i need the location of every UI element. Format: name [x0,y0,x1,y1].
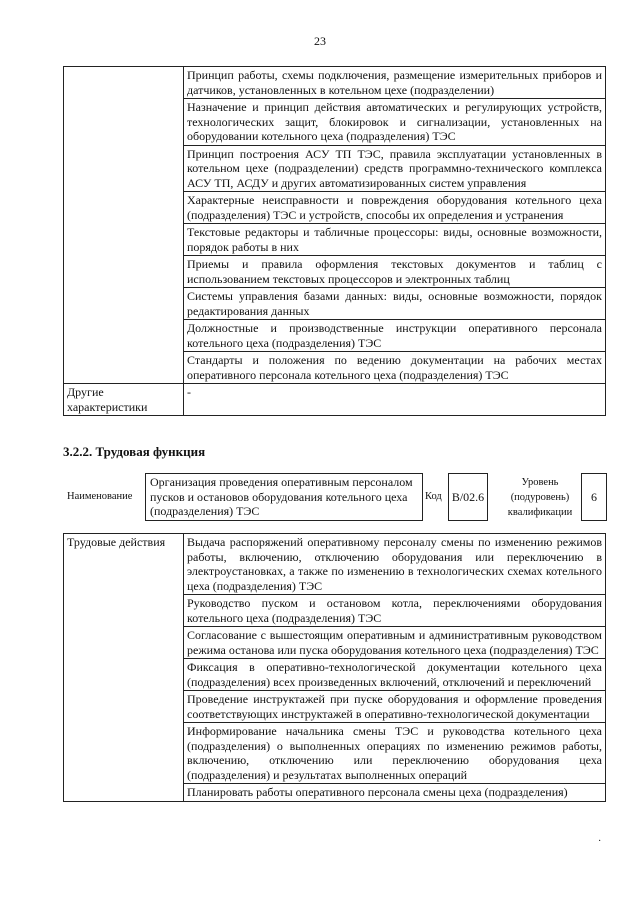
corner-mark: · [598,836,602,847]
qualification-row [63,473,608,525]
name-value: Организация проведения оперативным персоналом пусков и остановов оборудования котельного цеха (подразделения) ТЭС [145,473,423,521]
level-value: 6 [581,473,607,521]
knowledge-item: Текстовые редакторы и табличные процессоры: виды, основные возможности, порядок работы в них [184,224,606,256]
action-item: Проведение инструктажей при пуске оборудования и оформление проведения соответствующих инструктажей в оперативно-технологической документации [184,691,606,723]
table-cell-empty [64,67,184,384]
action-item: Руководство пуском и остановом котла, переключениями оборудования котельного цеха (подразделения) ТЭС [184,595,606,627]
code-value: B/02.6 [448,473,488,521]
name-label: Наименование [67,491,133,502]
knowledge-item: Принцип работы, схемы подключения, размещение измерительных приборов и датчиков, установленных в котельном цехе (подразделении) [184,67,606,99]
knowledge-item: Стандарты и положения по ведению документации на рабочих местах оперативного персонала котельного цеха (подразделения) ТЭС [184,352,606,384]
section-heading: 3.2.2. Трудовая функция [63,444,206,459]
action-item: Планировать работы оперативного персонала смены цеха (подразделения) [184,784,606,802]
knowledge-item: Системы управления базами данных: виды, основные возможности, порядок редактирования данных [184,288,606,320]
code-label: Код [425,491,442,502]
action-item: Согласование с вышестоящим оперативным и административным руководством режима останова или пуска оборудования котельного цеха (подразделения) ТЭС [184,627,606,659]
knowledge-item: Характерные неисправности и повреждения оборудования котельного цеха (подразделения) ТЭС и устройств, способы их определения и устранения [184,192,606,224]
actions-table [63,533,606,802]
knowledge-item: Приемы и правила оформления текстовых документов и таблиц с использованием текстовых процессоров и электронных таблиц [184,256,606,288]
level-label: Уровень (подуровень) квалификации [507,477,573,518]
knowledge-item: Должностные и производственные инструкции оперативного персонала котельного цеха (подразделения) ТЭС [184,320,606,352]
knowledge-item: Принцип построения АСУ ТП ТЭС, правила эксплуатации установленных в котельном цехе (подразделении) средств программно-технического комплекса АСУ ТП, АСДУ и других автоматизированных систем управления [184,145,606,192]
table-row [64,384,606,416]
page-number: 23 [314,34,326,48]
other-characteristics-value: - [184,384,606,416]
actions-label: Трудовые действия [64,534,184,802]
other-characteristics-label: Другие характеристики [64,384,184,416]
action-item: Информирование начальника смены ТЭС и руководства котельного цеха (подразделения) о выполненных операциях по изменению режимов работы, включению, отключению или переключению оборудования цеха (подразделения) и результатах выполненных операций [184,723,606,784]
table-row [64,534,606,595]
knowledge-item: Назначение и принцип действия автоматических и регулирующих устройств, технологических защит, блокировок и сигнализации, установленных на оборудовании котельного цеха (подразделения) ТЭС [184,99,606,146]
action-item: Фиксация в оперативно-технологической документации котельного цеха (подразделения) всех произведенных включений, отключений и переключений [184,659,606,691]
table-row [64,67,606,99]
knowledge-table [63,66,606,416]
action-item: Выдача распоряжений оперативному персоналу смены по изменению режимов работы, включению, отключению оборудования или переключению в электроустановках, а также по изменению в технологических схемах котельного цеха (подразделения) ТЭС [184,534,606,595]
